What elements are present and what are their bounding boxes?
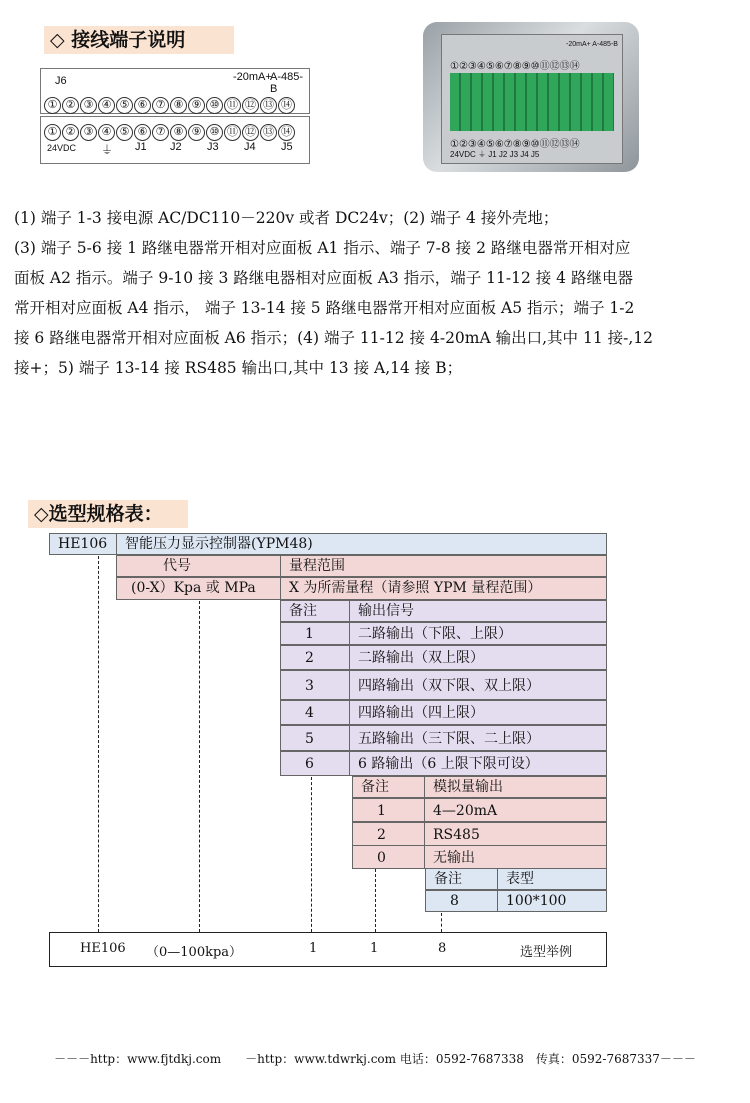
spec-code-value: (0-X）Kpa 或 MPa bbox=[116, 577, 281, 600]
terminal-label-ma: -20mA+ bbox=[233, 71, 272, 83]
spec-model: HE106 bbox=[49, 533, 117, 555]
example-range: （0—100kpa） bbox=[146, 945, 243, 960]
output-code: 5 bbox=[280, 725, 350, 751]
output-code: 1 bbox=[280, 622, 350, 645]
terminal-number-row-top bbox=[44, 93, 296, 114]
terminal-photo bbox=[423, 22, 639, 172]
terminal-strip-bottom bbox=[40, 116, 310, 164]
description-line: 接+；5) 端子 13-14 接 RS485 输出口,其中 13 接 A,14 接 B； bbox=[14, 359, 463, 377]
terminal-label-j2: J2 bbox=[170, 141, 182, 153]
terminal-label-485: A-485-B bbox=[270, 71, 304, 95]
selection-example bbox=[49, 932, 607, 967]
analog-desc: 4—20mA bbox=[424, 798, 607, 822]
terminal-number: ⑧ bbox=[170, 124, 187, 141]
terminal-number: ② bbox=[62, 97, 79, 114]
terminal-label-j6: J6 bbox=[55, 75, 67, 87]
analog-code: 2 bbox=[352, 822, 425, 846]
terminal-number: ⑦ bbox=[152, 124, 169, 141]
spec-range-header: 量程范围 bbox=[280, 555, 607, 577]
description-line: 常开相对应面板 A4 指示， 端子 13-14 接 5 路继电器常开相对应面板 A5 指示；端子 1-2 bbox=[14, 299, 635, 317]
output-desc: 二路输出（双上限） bbox=[349, 645, 607, 670]
spec-code-header: 代号 bbox=[116, 555, 281, 577]
type-header: 表型 bbox=[497, 868, 607, 890]
photo-number-row: ①②③④⑤⑥⑦⑧⑨⑩⑪⑫⑬⑭ bbox=[450, 61, 580, 72]
terminal-number: ② bbox=[62, 124, 79, 141]
ground-icon: ⏚ bbox=[101, 143, 114, 157]
terminal-number-row-bottom bbox=[44, 120, 296, 141]
terminal-number: ④ bbox=[98, 97, 115, 114]
example-model: HE106 bbox=[80, 941, 126, 956]
description-line: (3) 端子 5-6 接 1 路继电器常开相对应面板 A1 指示、端子 7-8 接 2 路继电器常开相对应 bbox=[14, 239, 631, 257]
example-output: 1 bbox=[309, 941, 318, 956]
example-label: 选型举例 bbox=[520, 945, 573, 960]
terminal-number: ⑦ bbox=[152, 97, 169, 114]
terminal-number: ⑩ bbox=[206, 124, 223, 141]
terminal-label-j1: J1 bbox=[135, 141, 147, 153]
terminal-number: ④ bbox=[98, 124, 115, 141]
output-desc: 四路输出（双下限、双上限） bbox=[349, 670, 607, 700]
spec-model-desc: 智能压力显示控制器(YPM48) bbox=[116, 533, 607, 555]
connector-line bbox=[199, 601, 200, 932]
terminal-number: ③ bbox=[80, 97, 97, 114]
output-code: 2 bbox=[280, 645, 350, 670]
type-note-header: 备注 bbox=[425, 868, 498, 890]
connector-line bbox=[311, 777, 312, 932]
connector-line bbox=[98, 556, 99, 932]
description-line: (1) 端子 1-3 接电源 AC/DC110－220v 或者 DC24v；(2) 端子 4 接外壳地； bbox=[14, 209, 559, 227]
photo-bottom-label: 24VDC ⏚ J1 J2 J3 J4 J5 bbox=[450, 150, 540, 159]
terminal-number: ⑬ bbox=[260, 97, 277, 114]
section-title-selection: ◇选型规格表： bbox=[28, 500, 188, 528]
terminal-label-j3: J3 bbox=[207, 141, 219, 153]
type-code: 8 bbox=[425, 890, 498, 912]
output-header: 输出信号 bbox=[349, 600, 607, 622]
terminal-number: ⑤ bbox=[116, 97, 133, 114]
terminal-number: ⑫ bbox=[242, 97, 259, 114]
terminal-strip-top bbox=[40, 68, 310, 114]
output-code: 6 bbox=[280, 751, 350, 776]
terminal-number: ⑭ bbox=[278, 97, 295, 114]
photo-top-label: -20mA+ A-485-B bbox=[566, 41, 618, 48]
example-analog: 1 bbox=[370, 941, 379, 956]
output-note-header: 备注 bbox=[280, 600, 350, 622]
description-line: 面板 A2 指示。端子 9-10 接 3 路继电器相对应面板 A3 指示，端子 11-12 接 4 路继电器 bbox=[14, 269, 633, 287]
terminal-number: ⑤ bbox=[116, 124, 133, 141]
spec-range-value: X 为所需量程（请参照 YPM 量程范围） bbox=[280, 577, 607, 600]
output-code: 4 bbox=[280, 700, 350, 725]
analog-code: 1 bbox=[352, 798, 425, 822]
terminal-photo-panel bbox=[441, 34, 623, 164]
analog-code: 0 bbox=[352, 845, 425, 869]
terminal-number: ⑩ bbox=[206, 97, 223, 114]
output-desc: 五路输出（三下限、二上限） bbox=[349, 725, 607, 751]
terminal-label-j5: J5 bbox=[281, 141, 293, 153]
connector-line bbox=[441, 913, 442, 932]
connector-line bbox=[375, 869, 376, 932]
photo-number-row-bottom: ①②③④⑤⑥⑦⑧⑨⑩⑪⑫⑬⑭ bbox=[450, 139, 580, 150]
description-line: 接 6 路继电器常开相对应面板 A6 指示；(4) 端子 11-12 接 4-20mA 输出口,其中 11 接-,12 bbox=[14, 329, 654, 347]
terminal-number: ① bbox=[44, 124, 61, 141]
terminal-number: ⑧ bbox=[170, 97, 187, 114]
terminal-number: ⑫ bbox=[242, 124, 259, 141]
analog-header: 模拟量输出 bbox=[424, 776, 607, 798]
green-terminal-block bbox=[450, 73, 614, 131]
example-type: 8 bbox=[438, 941, 447, 956]
analog-desc: RS485 bbox=[424, 822, 607, 846]
footer-contact: －－－http：www.fjtdkj.com －http：www.tdwrkj.com 电话：0592-7687338 传真：0592-7687337－－－ bbox=[54, 1052, 696, 1066]
output-desc: 6 路输出（6 上限下限可设） bbox=[349, 751, 607, 776]
terminal-number: ⑪ bbox=[224, 97, 241, 114]
terminal-diagram bbox=[40, 68, 310, 166]
terminal-number: ⑥ bbox=[134, 124, 151, 141]
output-desc: 四路输出（四上限） bbox=[349, 700, 607, 725]
terminal-description bbox=[14, 203, 740, 383]
output-desc: 二路输出（下限、上限） bbox=[349, 622, 607, 645]
section-title-terminals: ◇ 接线端子说明 bbox=[44, 26, 234, 54]
terminal-number: ⑭ bbox=[278, 124, 295, 141]
terminal-number: ⑥ bbox=[134, 97, 151, 114]
terminal-label-24vdc: 24VDC bbox=[47, 143, 77, 153]
terminal-number: ⑪ bbox=[224, 124, 241, 141]
terminal-number: ⑨ bbox=[188, 97, 205, 114]
terminal-number: ③ bbox=[80, 124, 97, 141]
output-code: 3 bbox=[280, 670, 350, 700]
terminal-number: ⑨ bbox=[188, 124, 205, 141]
type-desc: 100*100 bbox=[497, 890, 607, 912]
analog-note-header: 备注 bbox=[352, 776, 425, 798]
terminal-number: ① bbox=[44, 97, 61, 114]
terminal-label-j4: J4 bbox=[244, 141, 256, 153]
analog-desc: 无输出 bbox=[424, 845, 607, 869]
terminal-number: ⑬ bbox=[260, 124, 277, 141]
